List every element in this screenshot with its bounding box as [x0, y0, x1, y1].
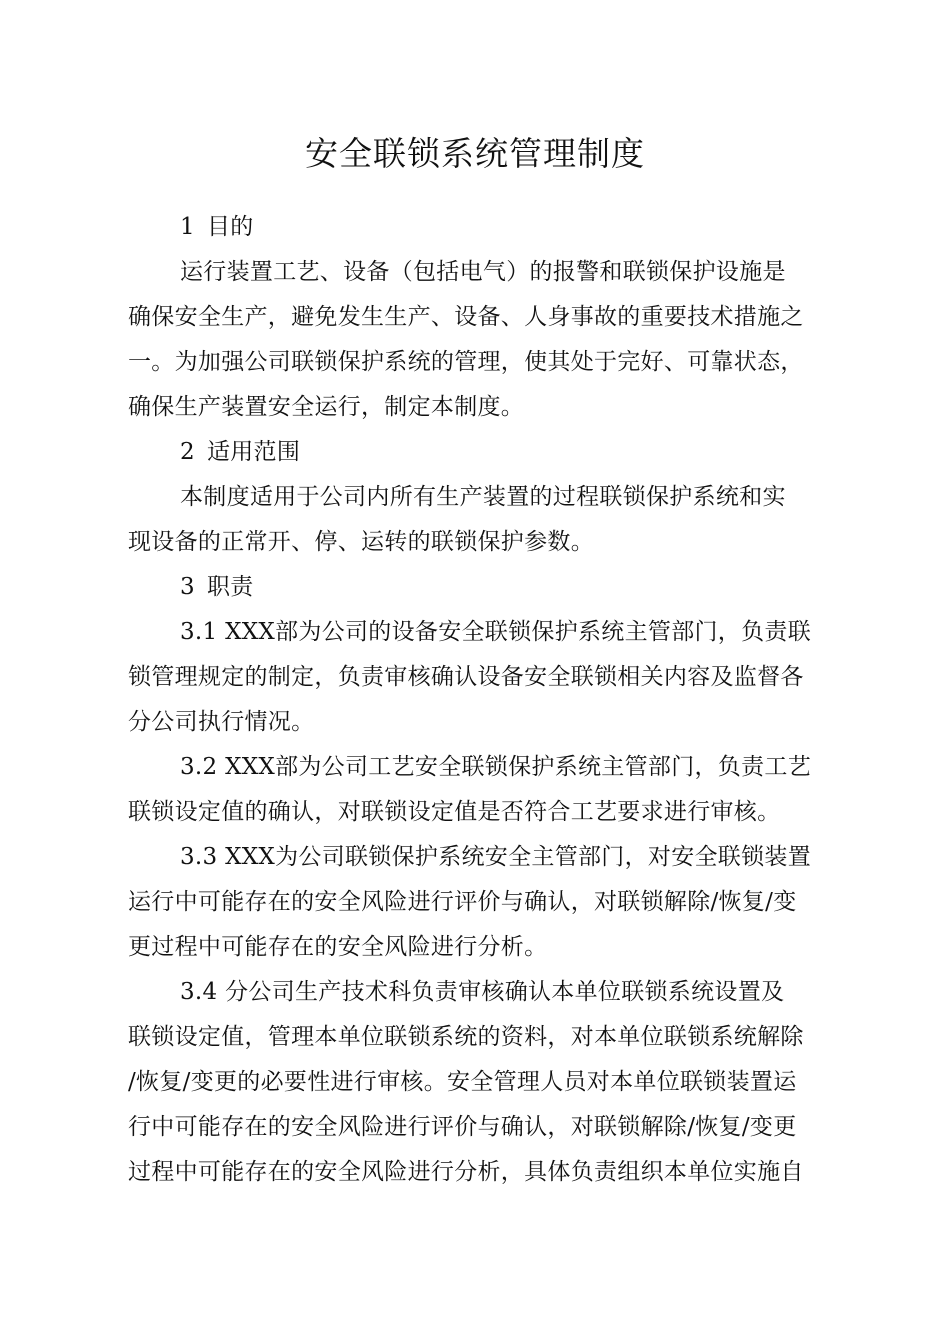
paragraph-line: 更过程中可能存在的安全风险进行分析。 [128, 934, 548, 960]
paragraph-line: 本制度适用于公司内所有生产装置的过程联锁保护系统和实 [180, 484, 786, 510]
section-heading-3 [128, 565, 840, 610]
paragraph-line: 现设备的正常开、停、运转的联锁保护参数。 [128, 529, 594, 555]
paragraph-line: 确保生产装置安全运行，制定本制度。 [128, 394, 525, 420]
paragraph-line: 过程中可能存在的安全风险进行分析，具体负责组织本单位实施自 [128, 1159, 804, 1185]
section-heading-text: 职责 [206, 574, 254, 600]
paragraph-line: 分公司执行情况。 [128, 709, 315, 735]
paragraph-line: 联锁设定值，管理本单位联锁系统的资料，对本单位联锁系统解除 [128, 1024, 804, 1050]
paragraph-line: 3.1 XXX部为公司的设备安全联锁保护系统主管部门，负责联 [180, 619, 812, 645]
paragraph-line: 联锁设定值的确认，对联锁设定值是否符合工艺要求进行审核。 [128, 799, 781, 825]
paragraph-line: 锁管理规定的制定，负责审核确认设备安全联锁相关内容及监督各 [128, 664, 804, 690]
paragraph-line: /恢复/变更的必要性进行审核。安全管理人员对本单位联锁装置运 [128, 1069, 797, 1095]
section-heading-2 [128, 430, 840, 475]
section-heading-text: 适用范围 [206, 439, 301, 465]
section-number: 2 [180, 439, 195, 465]
paragraph-line: 运行中可能存在的安全风险进行评价与确认，对联锁解除/恢复/变 [128, 889, 797, 915]
paragraph-line: 3.3 XXX为公司联锁保护系统安全主管部门，对安全联锁装置 [180, 844, 812, 870]
paragraph-line: 行中可能存在的安全风险进行评价与确认，对联锁解除/恢复/变更 [128, 1114, 797, 1140]
paragraph-line: 运行装置工艺、设备（包括电气）的报警和联锁保护设施是 [180, 259, 786, 285]
document-body [128, 205, 840, 1195]
paragraph-line: 确保安全生产，避免发生生产、设备、人身事故的重要技术措施之 [128, 304, 804, 330]
paragraph-line: 一。为加强公司联锁保护系统的管理，使其处于完好、可靠状态， [128, 349, 804, 375]
paragraph-line: 3.2 XXX部为公司工艺安全联锁保护系统主管部门，负责工艺 [180, 754, 812, 780]
section-number: 3 [180, 574, 195, 600]
section-heading-text: 目的 [206, 214, 254, 240]
section-heading-1 [128, 205, 840, 250]
paragraph-line: 3.4 分公司生产技术科负责审核确认本单位联锁系统设置及 [180, 979, 785, 1005]
document-title: 安全联锁系统管理制度 [305, 134, 645, 173]
section-number: 1 [180, 214, 195, 240]
